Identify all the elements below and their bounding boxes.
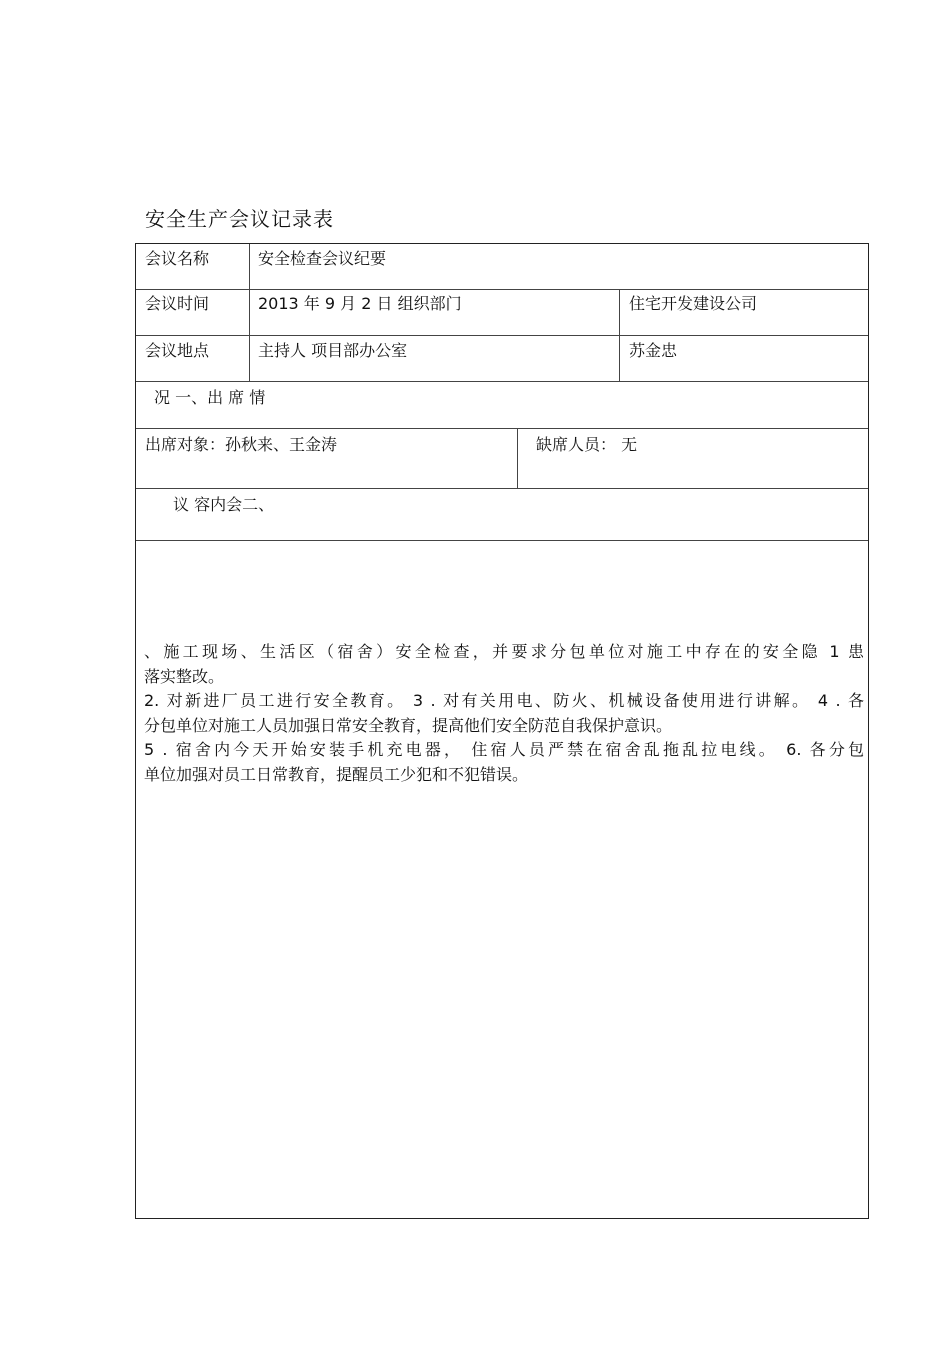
row-divider bbox=[136, 335, 868, 336]
meeting-time-value: 2013 年 9 月 2 日 组织部门 bbox=[258, 294, 462, 313]
meeting-place-label: 会议地点 bbox=[145, 341, 210, 360]
row-divider bbox=[136, 428, 868, 429]
organizing-department-value: 住宅开发建设公司 bbox=[629, 294, 758, 313]
attendance-heading: 况 一、出 席 情 bbox=[154, 388, 266, 407]
host-value: 苏金忠 bbox=[629, 341, 678, 360]
content-line: 落实整改。 bbox=[144, 666, 225, 686]
row-divider bbox=[136, 289, 868, 290]
meeting-name-label: 会议名称 bbox=[145, 249, 210, 268]
row-divider bbox=[136, 381, 868, 382]
meeting-place-value: 主持人 项目部办公室 bbox=[258, 341, 408, 360]
content-line: 、施工现场、生活区（宿舍）安全检查，并要求分包单位对施工中存在的安全隐 1 患 bbox=[144, 642, 864, 661]
row-divider bbox=[136, 488, 868, 489]
form-title: 安全生产会议记录表 bbox=[145, 207, 334, 231]
absentees-text: 缺席人员： 无 bbox=[536, 435, 638, 454]
column-divider bbox=[517, 428, 518, 488]
content-line: 分包单位对施工人员加强日常安全教育，提高他们安全防范自我保护意识。 bbox=[144, 715, 673, 735]
column-divider bbox=[619, 289, 620, 381]
content-heading: 议 容内会二、 bbox=[173, 495, 275, 514]
meeting-name-value: 安全检查会议纪要 bbox=[258, 249, 387, 268]
meeting-content bbox=[144, 640, 864, 787]
meeting-record-table bbox=[135, 243, 869, 1219]
meeting-time-label: 会议时间 bbox=[145, 294, 210, 313]
content-line: 2. 对新进厂员工进行安全教育。 3 . 对有关用电、防火、机械设备使用进行讲解。 4 . 各 bbox=[144, 691, 864, 710]
attendees-text: 出席对象：孙秋来、王金涛 bbox=[145, 435, 338, 454]
content-line: 单位加强对员工日常教育，提醒员工少犯和不犯错误。 bbox=[144, 764, 529, 784]
content-line: 5 . 宿舍内今天开始安装手机充电器， 住宿人员严禁在宿舍乱拖乱拉电线。 6. 各分包 bbox=[144, 740, 864, 759]
column-divider bbox=[249, 244, 250, 381]
row-divider bbox=[136, 540, 868, 541]
